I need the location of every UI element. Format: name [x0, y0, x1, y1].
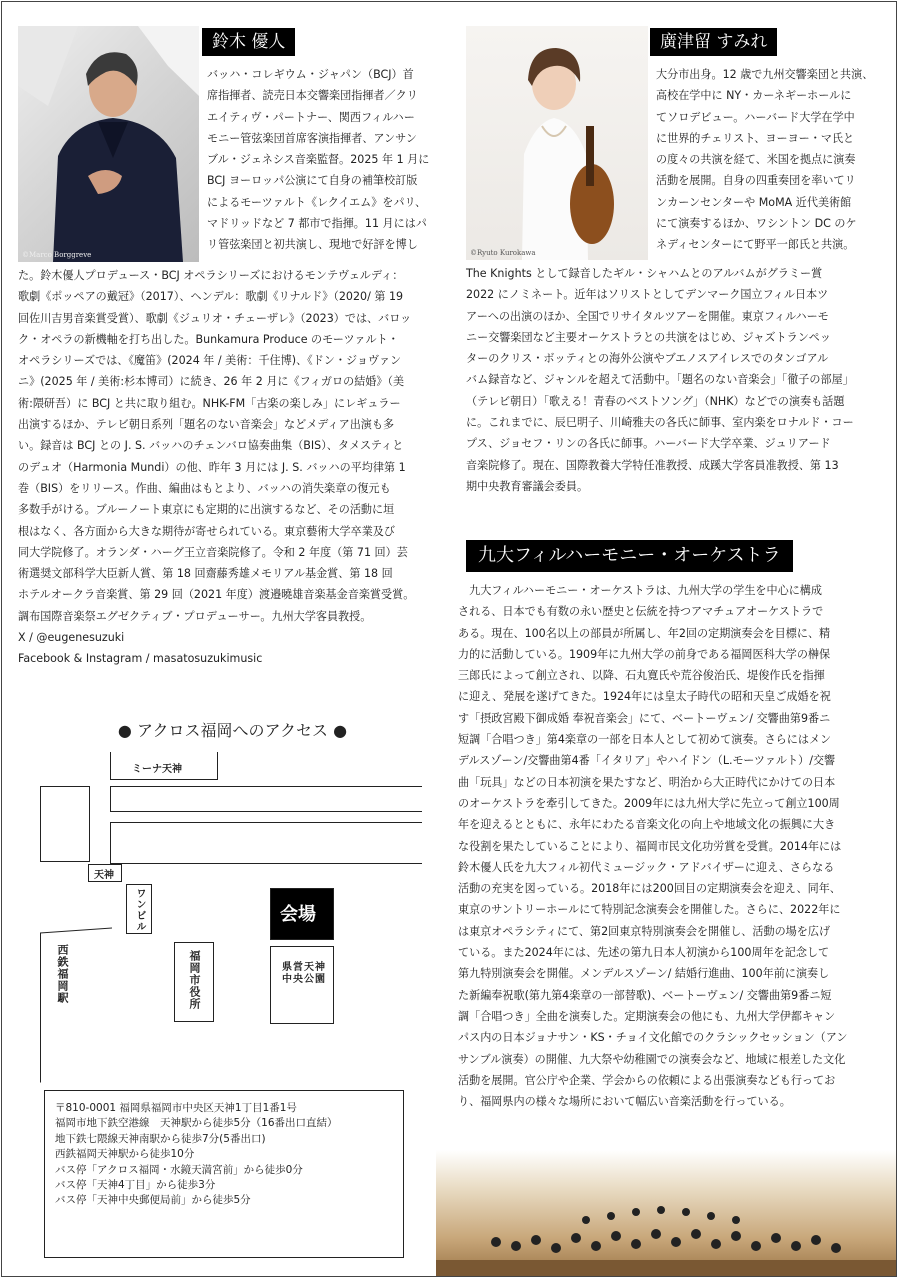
park-label: 県営天神中央公園	[282, 962, 326, 985]
bio-line: ニ》(2025 年 / 美術:杉本博司）に続き、26 年 2 月に《フィガロの結婚》（美	[18, 375, 405, 389]
address-line: 福岡市地下鉄空港線 天神駅から徒歩5分（16番出口直結）	[55, 1117, 338, 1130]
bio-line: によるモーツァルト《レクイエム》をパリ、	[207, 195, 427, 209]
bio-line: （テレビ朝日）「歌える！青春のベストソング」（NHK）などでの演奏も話題	[466, 394, 845, 408]
orchestra-line: 曲「玩具」などの日本初演を果たすなど、明治から大正時代にかけての日本	[458, 775, 836, 789]
bio-line: 術:隈研吾）に BCJ と共に取り組む。NHK-FM「古楽の楽しみ」にレギュラー	[18, 396, 401, 410]
bio-line: 調布国際音楽祭エグゼクティブ・プロデューサー。九州大学客員教授。	[18, 609, 372, 623]
station-block	[40, 927, 112, 1082]
bio-line: た。鈴木優人プロデュース・BCJ オペラシリーズにおけるモンテヴェルディ：	[18, 269, 404, 282]
orchestra-line: な役割を果たしていることにより、福岡市民文化功労賞を受賞。2014年には	[458, 839, 842, 853]
block-mid-row	[110, 822, 422, 864]
suzuki-photo-credit: ©Marco Borggreve	[22, 251, 92, 259]
bio-line: 高校在学中に NY・カーネギーホールに	[656, 89, 852, 103]
hirotsu-photo-credit: ©Ryuto Kurokawa	[470, 249, 536, 257]
orchestra-line: に迎え、発展を遂げてきた。1924年には皇太子時代の昭和天皇ご成婚を祝	[458, 690, 831, 704]
mina-tenjin-label: ミーナ天神	[132, 764, 182, 775]
orchestra-title: 九大フィルハーモニー・オーケストラ	[466, 540, 793, 572]
orchestra-line: た新編奉祝歌(第九第4楽章の一部替歌)、ベートーヴェン/ 交響曲第9番ニ短	[458, 988, 832, 1002]
bio-line: てソロデビュー。ハーバード大学在学中	[656, 110, 855, 124]
bio-line: 期中央教育審議会委員。	[466, 479, 589, 493]
bio-line: バム録音など、ジャンルを超えて活動中。「題名のない音楽会」「徹子の部屋」	[466, 373, 854, 387]
orchestra-line: ある。現在、100名以上の部員が所属し、年2回の定期演奏会を目標に、精	[458, 626, 831, 640]
bio-line: 2022 にノミネート。近年はソリストとしてデンマーク国立フィル日本ツ	[466, 288, 829, 302]
orchestra-line: 力的に活動している。1909年に九州大学の前身である福岡医科大学の榊保	[458, 647, 831, 661]
station-label: 西鉄福岡駅	[56, 944, 69, 1004]
address-line: 西鉄福岡天神駅から徒歩10分	[55, 1148, 195, 1161]
bio-line: ニー交響楽団など主要オーケストラとの共演をはじめ、ジャズトランペッ	[466, 330, 831, 344]
bio-line: 活動を展開。自身の四重奏団を率いてリ	[656, 174, 856, 188]
address-box	[44, 1090, 404, 1258]
bio-line: Facebook & Instagram / masatosuzukimusic	[18, 652, 263, 666]
hirotsu-bio-full	[466, 263, 886, 497]
orchestra-line: される、日本でも有数の永い歴史と伝統を持つアマチュアオーケストラで	[458, 605, 824, 619]
bio-line: ブル・ジェネシス音楽監督。2025 年 1 月に	[207, 153, 430, 167]
tenjin-label: 天神	[94, 870, 114, 881]
bio-line: The Knights として録音したギル・シャハムとのアルバムがグラミー賞	[466, 267, 823, 280]
suzuki-name: 鈴木 優人	[202, 28, 295, 56]
address-line: 〒810-0001 福岡県福岡市中央区天神1丁目1番1号	[55, 1102, 297, 1114]
orchestra-line: す「摂政宮殿下御成婚 奉祝音楽会」にて、ベートーヴェン/ 交響曲第9番ニ	[458, 711, 831, 725]
orchestra-line: のオーケストラを牽引してきた。2009年には九州大学に先立って創立100周	[458, 796, 840, 810]
orchestra-description	[458, 580, 888, 1112]
orchestra-line: パス内の日本ジョナサン・KS・チョイ文化館でのクラシックセッション（アン	[458, 1031, 848, 1045]
bio-line: アーへの出演のほか、全国でリサイタルツアーを開催。東京フィルハーモ	[466, 309, 829, 323]
orchestra-line: デルスゾーン/交響曲第4番「イタリア」やハイドン（L.モーツァルト）/交響	[458, 754, 836, 768]
orchestra-line: 調「合唱つき」全曲を演奏した。定期演奏会の他にも、九州大学伊都キャン	[458, 1009, 836, 1023]
bio-line: 大分市出身。12 歳で九州交響楽団と共演、	[656, 68, 874, 81]
bio-line: 術選奨文部科学大臣新人賞、第 18 回齋藤秀雄メモリアル基金賞、第 18 回	[18, 567, 393, 581]
orchestra-photo	[436, 1150, 896, 1276]
portrait-illustration	[18, 26, 199, 262]
access-title: ● アクロス福岡へのアクセス ●	[117, 721, 348, 740]
bio-line: に世界的チェリスト、ヨーヨー・マ氏と	[656, 131, 855, 145]
address-line: バス停「アクロス福岡・水鏡天満宮前」から徒歩0分	[55, 1163, 303, 1176]
bio-line: ターのクリス・ボッティとの海外公演やブエノスアイレスでのタンゴアル	[466, 352, 829, 366]
orchestra-line: り、福岡県内の様々な場所において幅広い音楽活動を行っている。	[458, 1095, 791, 1109]
orchestra-line: サンブル演奏）の開催、九大祭や幼稚園での演奏会など、地域に根差した文化	[458, 1052, 846, 1066]
orchestra-line: 九大フィルハーモニー・オーケストラは、九州大学の学生を中心に構成	[458, 584, 822, 597]
bio-line: モニー管弦楽団首席客演指揮者、アンサン	[207, 131, 417, 145]
bio-line: 音楽院修了。現在、国際教養大学特任准教授、成蹊大学客員准教授、第 13	[466, 458, 839, 472]
bio-line: エイティヴ・パートナー、関西フィルハー	[207, 110, 415, 124]
orchestra-line: 第九特別演奏会を開催。メンデルスゾーン/ 結婚行進曲、100年前に演奏し	[458, 967, 830, 981]
block-top-mid	[110, 786, 422, 812]
bio-line: い。録音は BCJ との J. S. バッハのチェンバロ協奏曲集（BIS）、タメスティと	[18, 439, 404, 453]
bio-line: 多数手がける。ブルーノート東京にも定期的に出演するなど、その活動に垣	[18, 503, 395, 517]
orchestra-line: 鈴木優人氏を九大フィル初代ミュージック・アドバイザーに迎え、さらなる	[458, 860, 835, 874]
bio-line: 巻（BIS）をリリース。作曲、編曲はもとより、バッハの消失楽章の復元も	[18, 481, 391, 495]
address-line: バス停「天神4丁目」から徒歩3分	[55, 1179, 216, 1192]
bio-line: にて演奏するほか、ワシントン DC のケ	[656, 217, 857, 231]
hirotsu-name: 廣津留 すみれ	[650, 28, 777, 56]
orchestra-line: 三郎氏によって創立され、以降、石丸寛氏や荒谷俊治氏、堤俊作氏を指揮	[458, 669, 825, 683]
bio-line: ク・オペラの新機軸を打ち出した。Bunkamura Produce のモーツァルト・	[18, 332, 399, 346]
bio-line: X / @eugenesuzuki	[18, 631, 125, 645]
orchestra-line: 東京のサントリーホールにて特別記念演奏会を開催した。さらに、2022年に	[458, 903, 841, 917]
hirotsu-photo	[466, 26, 648, 260]
bio-line: 同大学院修了。オランダ・ハーグ王立音楽院修了。令和 2 年度（第 71 回）芸	[18, 545, 408, 559]
orchestra-line: 活動を展開。官公庁や企業、学会からの依頼による出張演奏なども行ってお	[458, 1073, 836, 1087]
bio-line: ホテルオークラ音楽賞、第 29 回（2021 年度）渡邉曉雄音楽基金音楽賞受賞。	[18, 588, 415, 602]
hirotsu-bio-short	[656, 64, 888, 256]
bio-line: のデュオ（Harmonia Mundi）の他、昨年 3 月には J. S. バッハの平均律第 1	[18, 460, 406, 474]
suzuki-bio-short	[207, 64, 439, 256]
bio-line: に。これまでに、辰巳明子、川崎雅夫の各氏に師事、室内楽をロナルド・コー	[466, 416, 854, 430]
orchestra-line: 短調「合唱つき」第4楽章の一部を日本人として初めて演奏。さらにはメン	[458, 733, 832, 747]
bio-line: オペラシリーズでは、《魔笛》(2024 年 / 美術：千住博)、《ドン・ジョヴァン	[18, 354, 402, 368]
address-line: 地下鉄七隈線天神南駅から徒歩7分(5番出口)	[55, 1132, 266, 1145]
bio-line: 出演するほか、テレビ朝日系列「題名のない音楽会」などメディア出演も多	[18, 418, 395, 432]
bio-line: 根はなく、各方面から大きな期待が寄せられている。東京藝術大学卒業及び	[18, 524, 395, 538]
city-hall-label: 福岡市役所	[188, 950, 201, 1010]
bio-line: ネディセンターにて野平一郎氏と共演。	[656, 238, 855, 252]
bio-line: プス、ジョセフ・リンの各氏に師事。ハーバード大学卒業、ジュリアード	[466, 437, 831, 451]
bio-line: バッハ・コレギウム・ジャパン（BCJ）首	[207, 68, 414, 81]
orchestra-line: 活動の充実を図っている。2018年には200回目の定期演奏会を迎え、同年、	[458, 882, 841, 896]
bio-line: 歌劇《ポッペアの戴冠》（2017）、ヘンデル：歌劇《リナルド》（2020/ 第 19	[18, 290, 404, 304]
one-building-label: ワンビル	[134, 888, 145, 932]
bio-line: BCJ ヨーロッパ公演にて自身の補筆校訂版	[207, 174, 418, 188]
orchestra-line: は東京オペラシティにて、第2回東京特別演奏会を開催し、活動の場を広げ	[458, 924, 831, 938]
suzuki-bio-full	[18, 265, 442, 670]
portrait-illustration	[466, 26, 648, 260]
suzuki-photo	[18, 26, 199, 262]
orchestra-line: ている。また2024年には、先述の第九日本人初演から100周年を記念して	[458, 946, 830, 960]
bio-line: の度々の共演を経て、米国を拠点に演奏	[656, 153, 856, 167]
bio-line: リ管弦楽団と初共演し、現地で好評を博し	[207, 238, 418, 252]
venue-label: 会場	[280, 904, 316, 925]
block-top-left-2	[40, 824, 90, 862]
address-line: バス停「天神中央郵便局前」から徒歩5分	[55, 1194, 251, 1207]
bio-line: 席指揮者、読売日本交響楽団指揮者／クリ	[207, 89, 418, 103]
bio-line: マドリッドなど 7 都市で指揮。11 月にはパ	[207, 217, 427, 231]
bio-line: 回佐川吉男音楽賞受賞）、歌劇《ジュリオ・チェーザレ》（2023）では、バロッ	[18, 311, 412, 325]
orchestra-stage-illustration	[436, 1150, 896, 1276]
orchestra-line: 年を迎えるとともに、永年にわたる音楽文化の向上や地域文化の振興に大き	[458, 818, 836, 832]
bio-line: ンカーンセンターや MoMA 近代美術館	[656, 195, 852, 209]
